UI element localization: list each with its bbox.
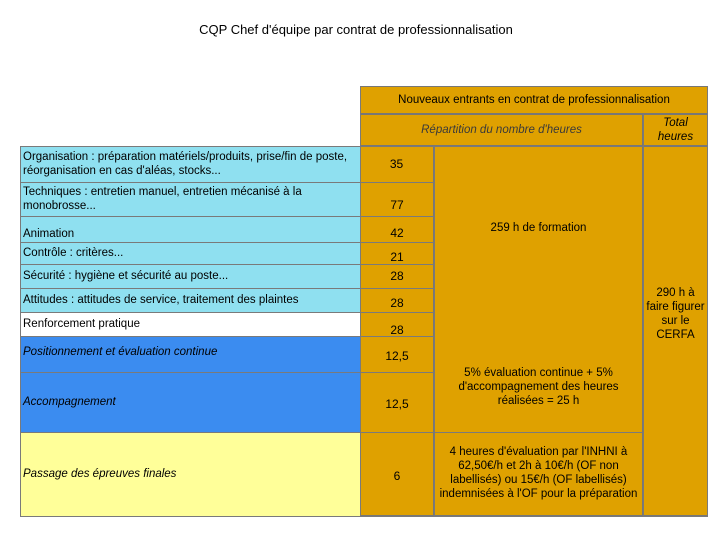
row-value: 28 [390, 322, 404, 337]
total-note: 290 h à faire figurer sur le CERFA [646, 287, 705, 341]
row-label: Techniques : entretien manuel, entretien mécanisé à la monobrosse... [20, 182, 360, 216]
row-label: Animation [20, 216, 360, 242]
row-value: 12,5 [385, 396, 409, 411]
row-label: Organisation : préparation matériels/produits, prise/fin de poste, réorganisation en cas d'aléas, stocks... [20, 146, 360, 182]
row-label: Passage des épreuves finales [20, 432, 360, 516]
row-label: Accompagnement [20, 372, 360, 432]
row-value: 21 [390, 249, 404, 264]
row-label: Sécurité : hygiène et sécurité au poste... [20, 264, 360, 288]
row-value: 35 [389, 157, 404, 171]
formation-note: 259 h de formation [490, 222, 587, 234]
epreuves-note: 4 heures d'évaluation par l'INHNI à 62,50€/h et 2h à 10€/h (OF non labellisés) ou 15€/h (OF labellisés) indemnisées à l'OF pour la préparation [439, 446, 638, 500]
header-total: Total heures [643, 114, 708, 146]
row-value: 6 [393, 468, 401, 483]
row-value: 77 [390, 197, 404, 212]
row-label: Renforcement pratique [20, 312, 360, 336]
row-label: Contrôle : critères... [20, 242, 360, 264]
page-title: CQP Chef d'équipe par contrat de professionnalisation [199, 22, 513, 37]
row-value: 12,5 [385, 348, 409, 363]
row-value: 28 [390, 269, 404, 283]
evaluation-note: 5% évaluation continue + 5% d'accompagnement des heures réalisées = 25 h [458, 367, 619, 407]
row-value: 42 [390, 225, 404, 240]
row-value: 28 [390, 295, 404, 310]
header-repartition: Répartition du nombre d'heures [360, 114, 643, 146]
row-label: Attitudes : attitudes de service, traitement des plaintes [20, 288, 360, 312]
row-label: Positionnement et évaluation continue [20, 336, 360, 372]
header-main: Nouveaux entrants en contrat de professionnalisation [360, 86, 708, 114]
